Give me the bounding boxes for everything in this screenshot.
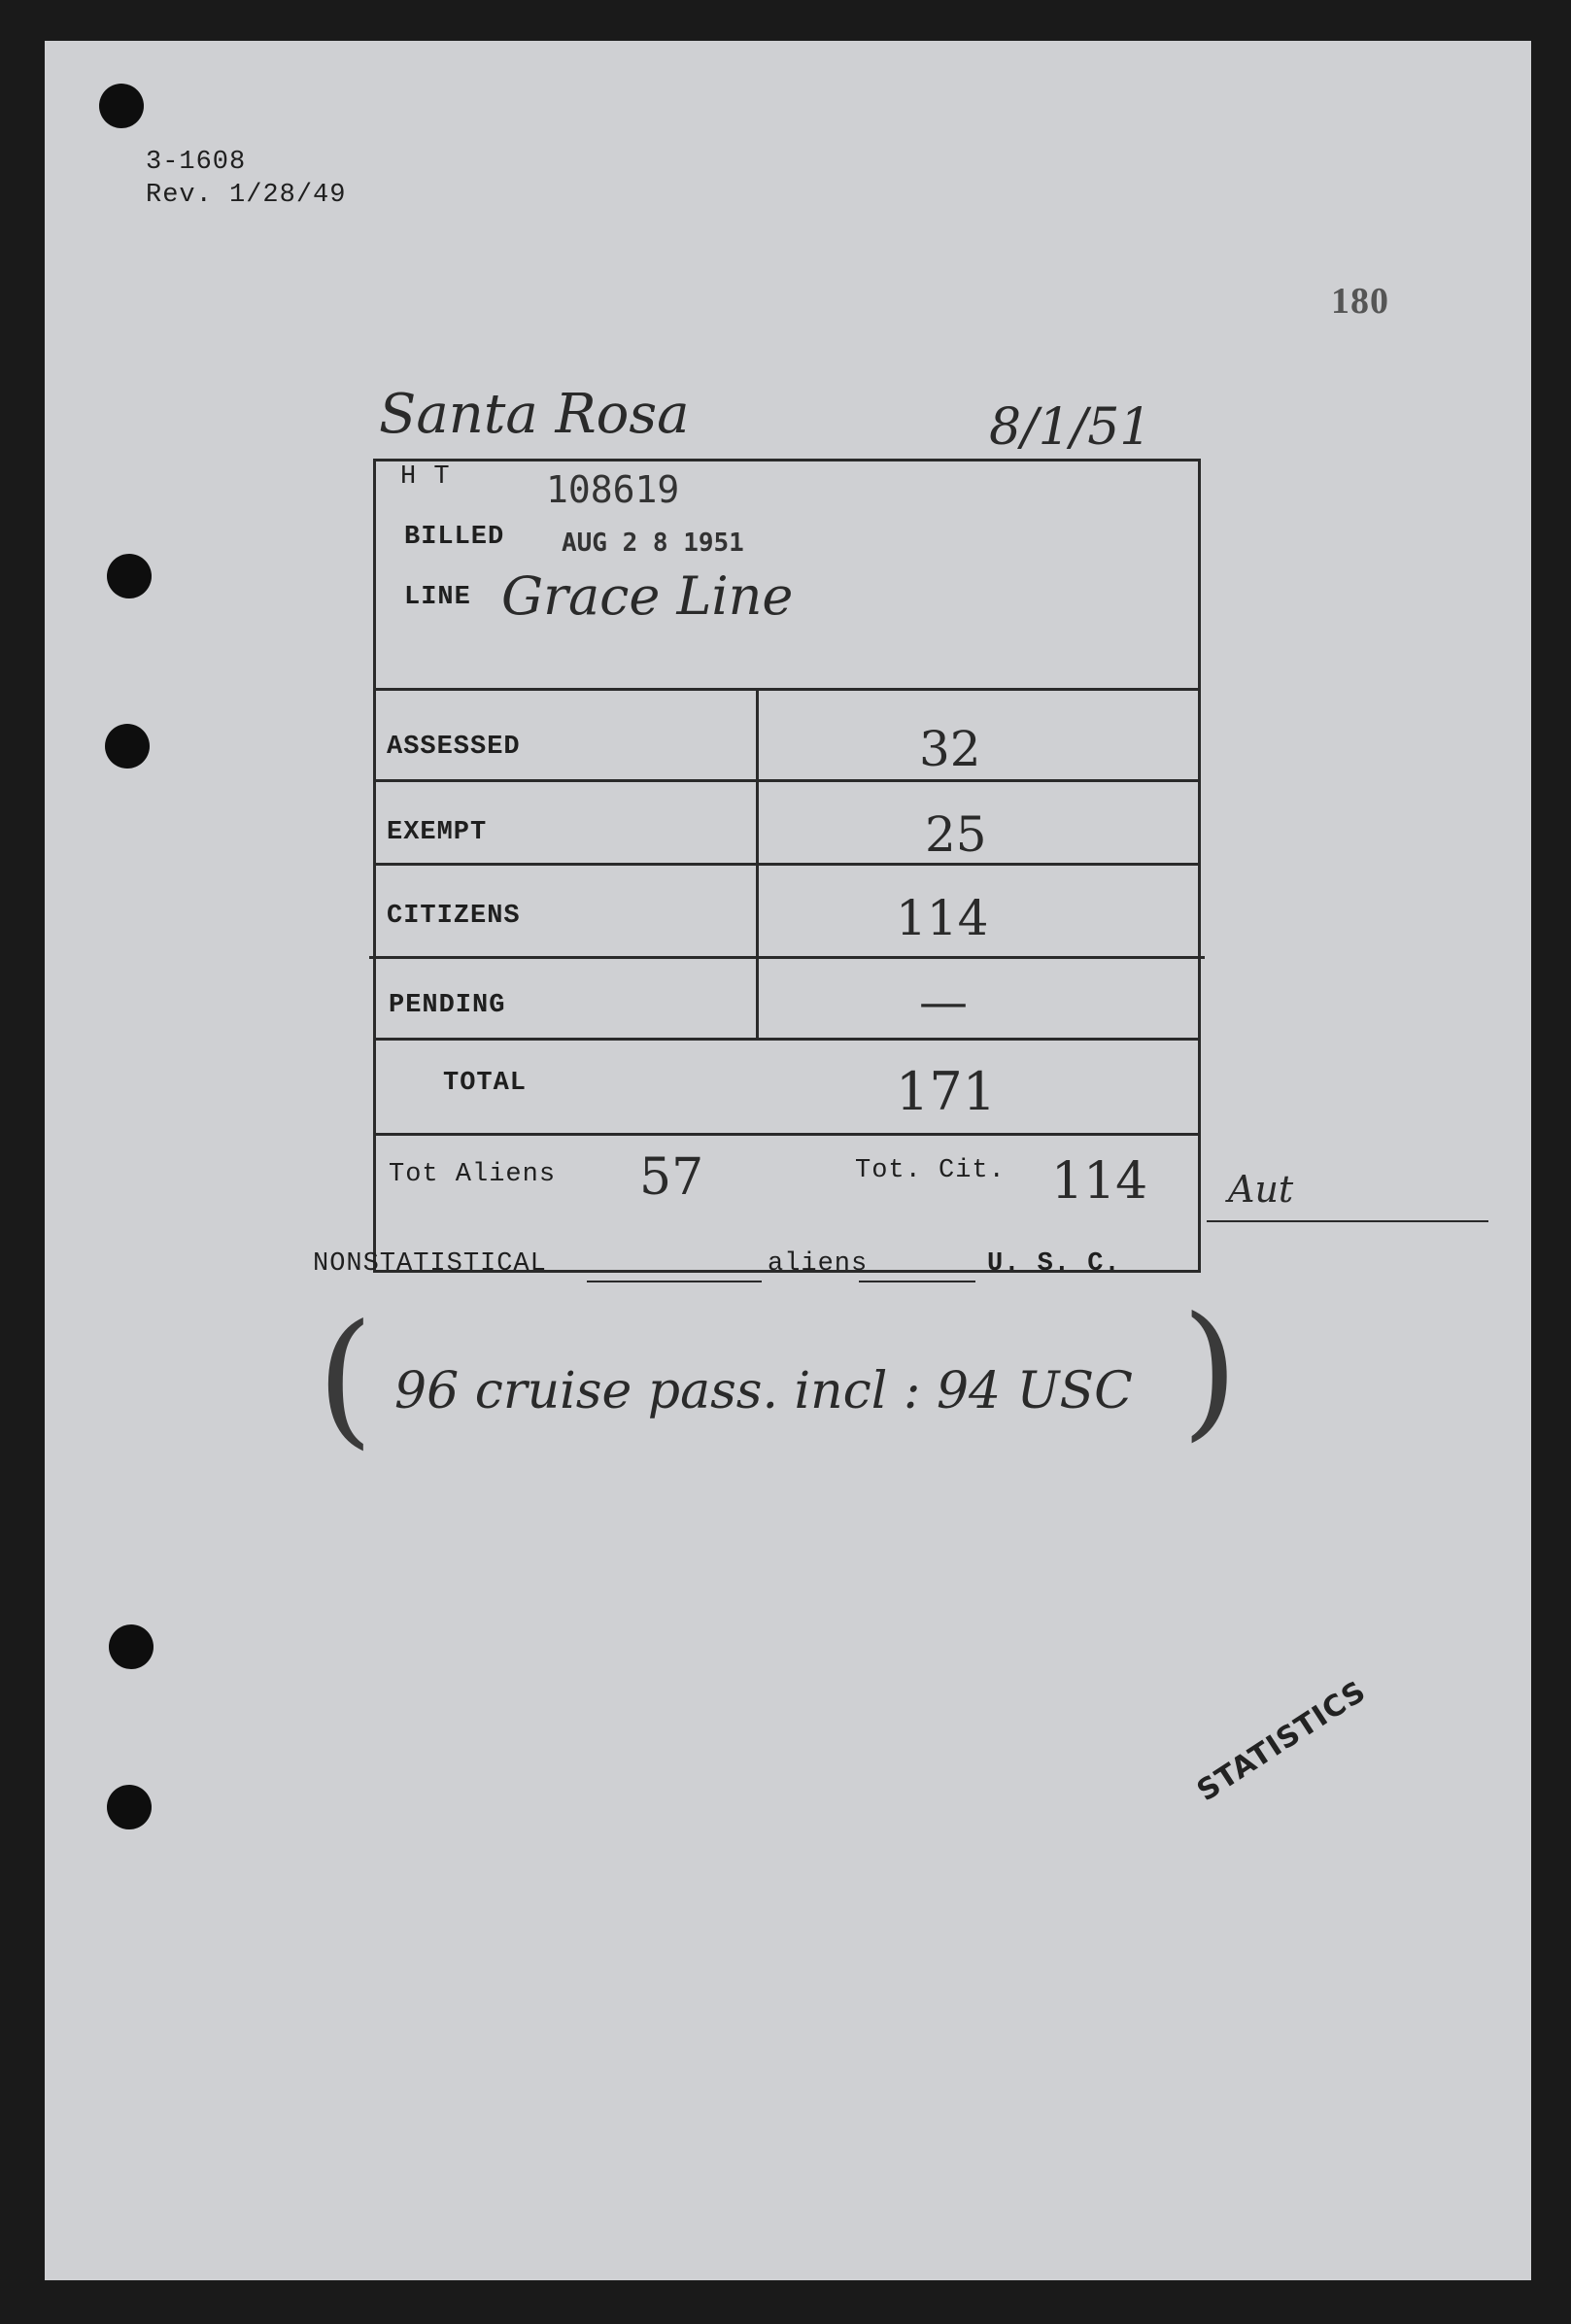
tot-aliens-label: Tot Aliens <box>389 1160 557 1189</box>
column-divider <box>756 688 759 1038</box>
line-label: LINE <box>404 583 471 612</box>
punch-hole <box>109 1624 154 1669</box>
ht-number: 108619 <box>546 468 680 511</box>
row-value: 114 <box>896 890 989 946</box>
punch-hole <box>107 554 152 598</box>
page-number: 180 <box>1331 281 1389 322</box>
tot-cit-value: 114 <box>1051 1152 1148 1211</box>
row-value: — <box>919 974 968 1030</box>
rule <box>373 1038 1201 1041</box>
nonstatistical-aliens: aliens <box>768 1249 869 1279</box>
cruise-note: 96 cruise pass. incl : 94 USC <box>394 1362 1133 1420</box>
tot-aliens-value: 57 <box>639 1148 704 1207</box>
total-value: 171 <box>896 1061 997 1122</box>
rule <box>373 779 1201 782</box>
blank-line <box>859 1281 975 1282</box>
row-label: EXEMPT <box>387 818 488 847</box>
ship-name: Santa Rosa <box>379 383 690 446</box>
rule <box>369 956 1205 959</box>
open-paren: ( <box>317 1294 374 1463</box>
form-revision: Rev. 1/28/49 <box>146 181 347 210</box>
statistics-stamp: STATISTICS <box>1191 1674 1373 1809</box>
rule <box>373 1133 1201 1136</box>
blank-line <box>587 1281 762 1282</box>
punch-hole <box>105 724 150 769</box>
row-value: 32 <box>919 721 981 777</box>
ht-label: H T <box>400 462 451 492</box>
row-label: ASSESSED <box>387 733 521 762</box>
initials-underline <box>1207 1220 1488 1222</box>
rule <box>373 688 1201 691</box>
row-value: 25 <box>925 806 987 863</box>
row-label: CITIZENS <box>387 902 521 931</box>
line-name: Grace Line <box>501 565 794 627</box>
billed-date: AUG 2 8 1951 <box>562 529 744 558</box>
nonstatistical-usc: U. S. C. <box>987 1249 1121 1279</box>
rule <box>373 863 1201 866</box>
document-page <box>45 41 1531 2280</box>
punch-hole <box>99 84 144 128</box>
billed-label: BILLED <box>404 523 505 552</box>
nonstatistical-label: NONSTATISTICAL <box>313 1249 547 1279</box>
form-number: 3-1608 <box>146 148 247 177</box>
punch-hole <box>107 1785 152 1829</box>
total-label: TOTAL <box>443 1069 528 1098</box>
header-date: 8/1/51 <box>989 398 1152 457</box>
row-label: PENDING <box>389 991 506 1020</box>
initials: Aut <box>1228 1168 1294 1211</box>
close-paren: ) <box>1181 1286 1239 1455</box>
tot-cit-label: Tot. Cit. <box>855 1156 1006 1185</box>
